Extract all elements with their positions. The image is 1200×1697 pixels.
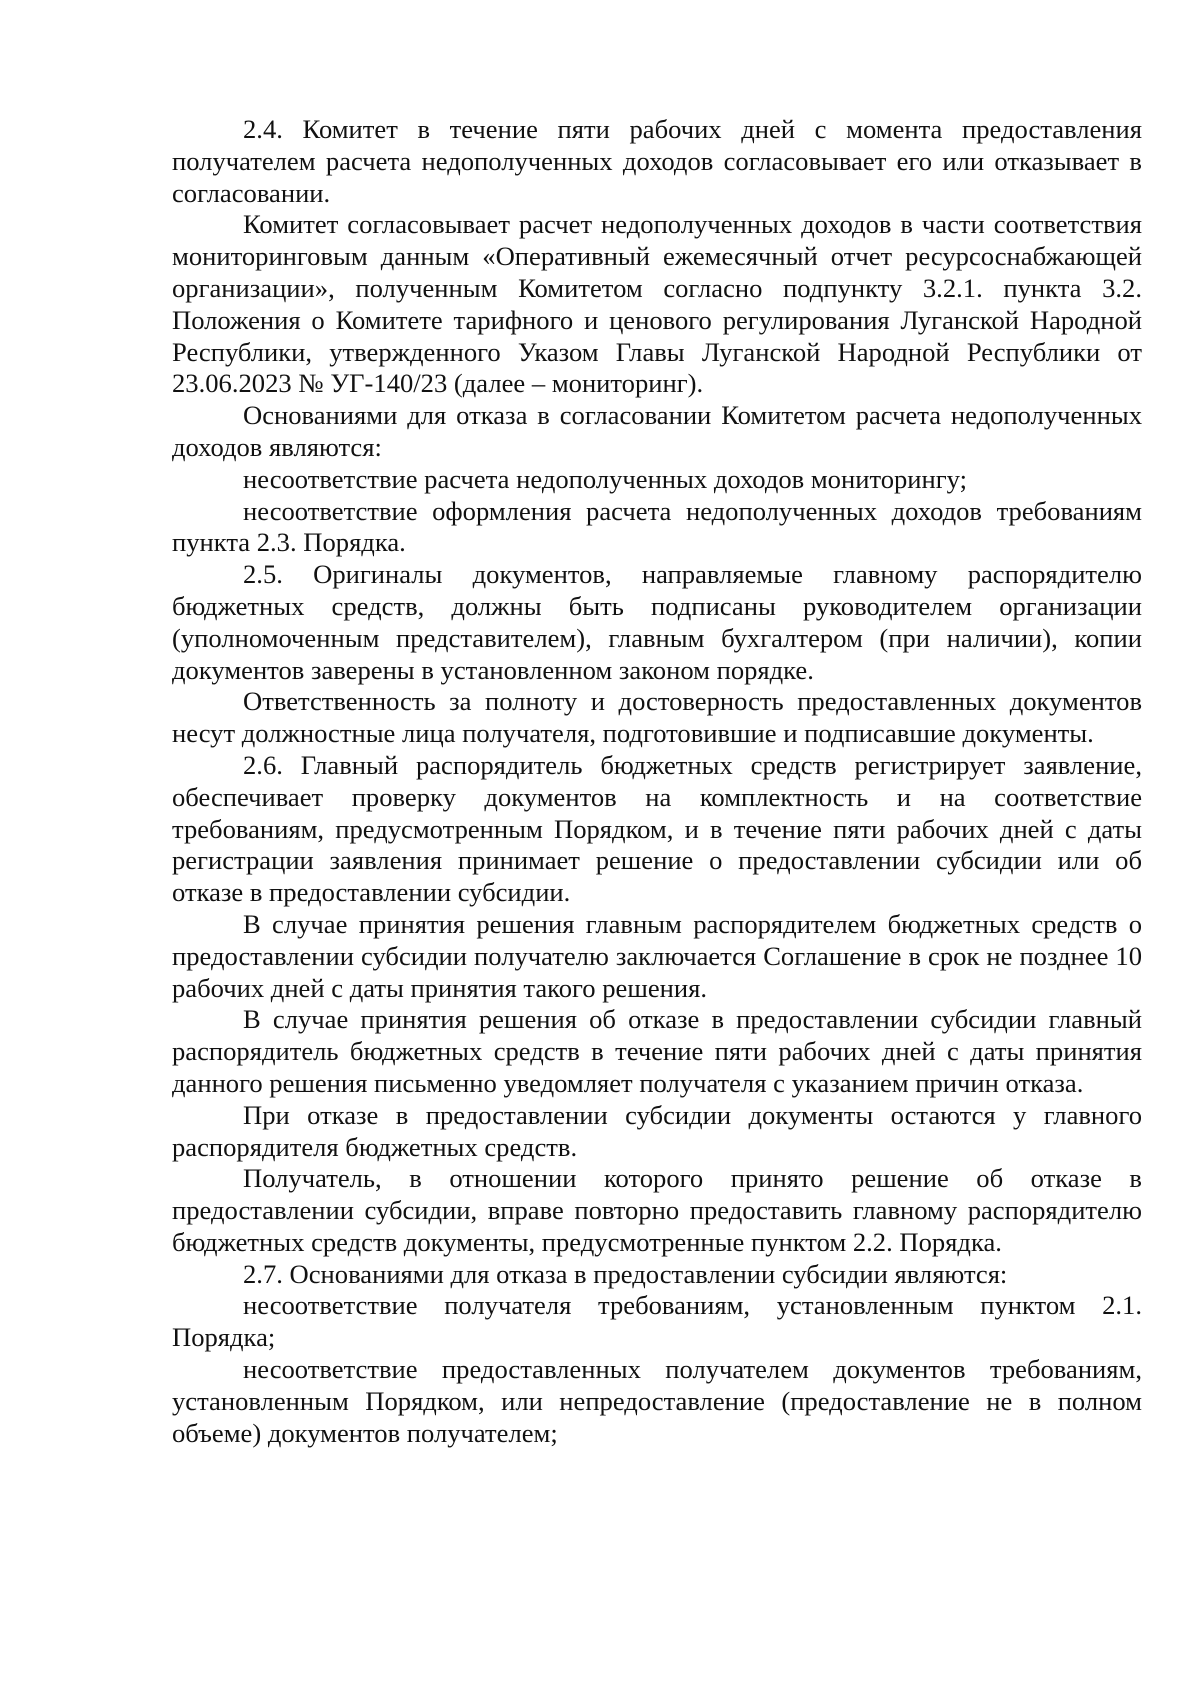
paragraph-2-7: 2.7. Основаниями для отказа в предоставлении субсидии являются: — [243, 1258, 1008, 1289]
paragraph-refusal-notice: В случае принятия решения об отказе в предоставлении субсидии главный распорядитель бюджетных средств в течение пяти рабочих дней с даты принятия данного решения письменно уведомляет получателя с указанием причин отказа. — [172, 1004, 1142, 1098]
paragraph-committee-approval: Комитет согласовывает расчет недополученных доходов в части соответствия мониторинговым данным «Оперативный ежемесячный отчет ресурсоснабжающей организации», полученным Комитетом согласно подпункту 3.2.1. пункта 3.2. Положения о Комитете тарифного и ценового регулирования Луганской Народной Республики, утвержденного Указом Главы Луганской Народной Республики от 23.06.2023 № УГ-140/23 (далее – мониторинг). — [172, 209, 1142, 399]
paragraph-2-6: 2.6. Главный распорядитель бюджетных средств регистрирует заявление, обеспечивает проверку документов на комплектность и на соответствие требованиям, предусмотренным Порядком, и в течение пяти рабочих дней с даты регистрации заявления принимает решение о предоставлении субсидии или об отказе в предоставлении субсидии. — [172, 749, 1142, 908]
paragraph-refusal-ground-1: несоответствие расчета недополученных доходов мониторингу; — [243, 463, 968, 494]
paragraph-documents-retained: При отказе в предоставлении субсидии документы остаются у главного распорядителя бюджетных средств. — [172, 1099, 1142, 1162]
document-body — [172, 114, 1142, 1449]
paragraph-refusal-grounds: Основаниями для отказа в согласовании Комитетом расчета недополученных доходов являются: — [172, 400, 1142, 462]
paragraph-refusal-ground-2: несоответствие оформления расчета недополученных доходов требованиям пункта 2.3. Порядка. — [172, 495, 1142, 558]
paragraph-resubmission: Получатель, в отношении которого принято решение об отказе в предоставлении субсидии, вправе повторно предоставить главному распорядителю бюджетных средств документы, предусмотренные пунктом 2.2. Порядка. — [172, 1163, 1142, 1257]
paragraph-2-7-ground-2: несоответствие предоставленных получателем документов требованиям, установленным Порядком, или непредоставление (предоставление не в полном объеме) документов получателем; — [172, 1354, 1142, 1448]
paragraph-agreement: В случае принятия решения главным распорядителем бюджетных средств о предоставлении субсидии получателю заключается Соглашение в срок не позднее 10 рабочих дней с даты принятия такого решения. — [172, 908, 1142, 1003]
paragraph-2-7-ground-1: несоответствие получателя требованиям, установленным пунктом 2.1. Порядка; — [172, 1290, 1142, 1353]
paragraph-2-4: 2.4. Комитет в течение пяти рабочих дней с момента предоставления получателем расчета недополученных доходов согласовывает его или отказывает в согласовании. — [172, 114, 1142, 208]
paragraph-2-5: 2.5. Оригиналы документов, направляемые главному распорядителю бюджетных средств, должны быть подписаны руководителем организации (уполномоченным представителем), главным бухгалтером (при наличии), копии документов заверены в установленном законом порядке. — [172, 559, 1142, 685]
paragraph-responsibility: Ответственность за полноту и достоверность предоставленных документов несут должностные лица получателя, подготовившие и подписавшие документы. — [172, 686, 1142, 749]
